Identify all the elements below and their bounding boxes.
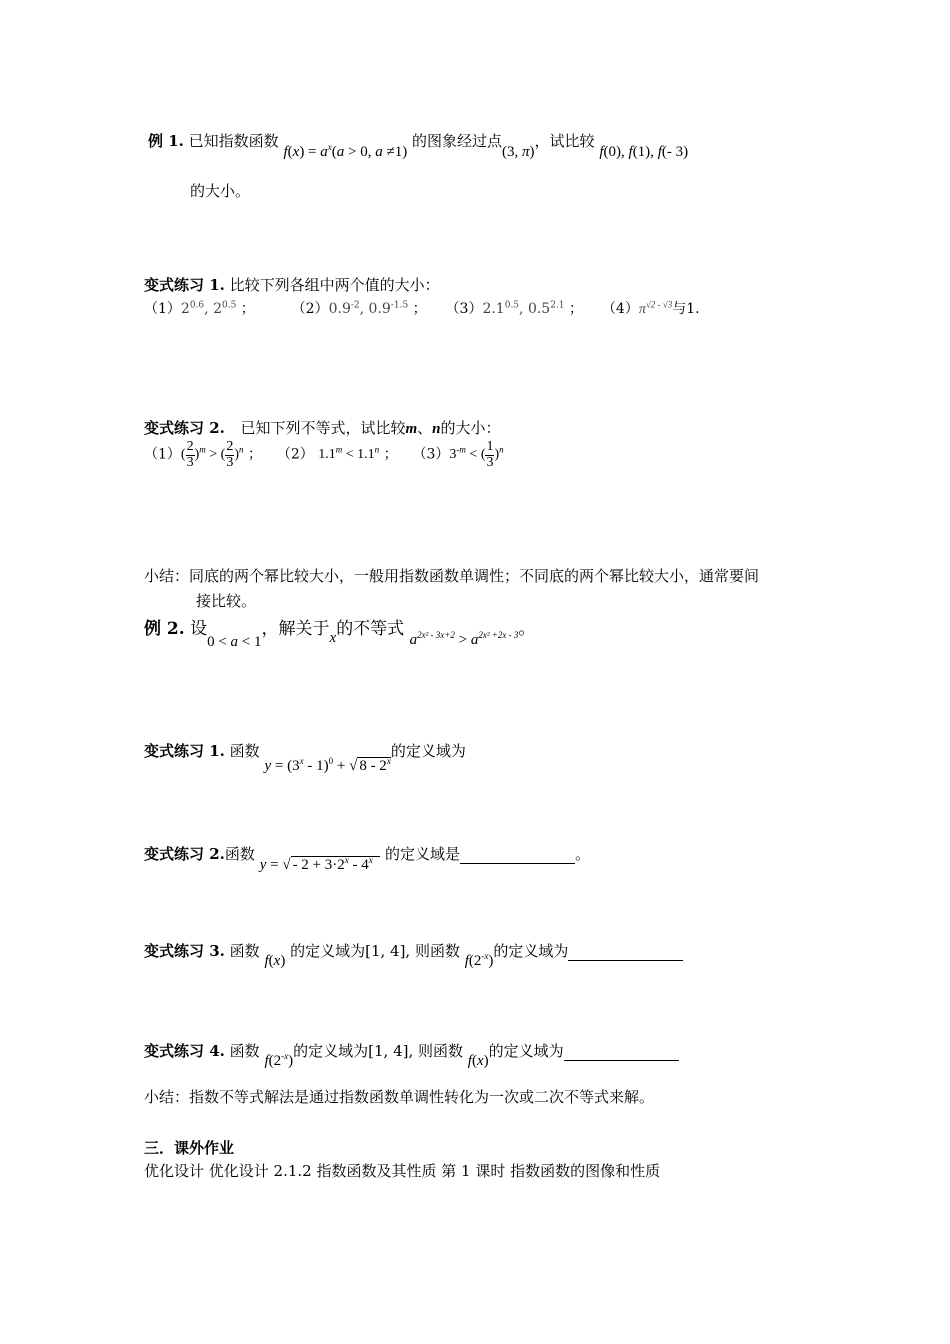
variation-1-1-label: 变式练习 1.	[144, 276, 225, 294]
variation-1-1-text: 比较下列各组中两个值的大小：	[229, 276, 440, 294]
formula-ineq-1: ( $\frac{2}{3}$ )$^m$ > ( $\frac{2}{3}$ )$^n$	[180, 439, 244, 470]
formula-pair-3: $2.1^{0.5}$, $0.5^{2.1}$	[482, 300, 565, 317]
formula-f-x-4: f(x)	[467, 1053, 489, 1069]
summary-1-line-2: 接比较。	[196, 592, 257, 610]
variation-1-1	[144, 274, 440, 295]
formula-domain-2: y = √ - $2 + 3\cdot 2^x - 4^x$	[260, 857, 381, 873]
formula-domain-1: $y = (3^x - 1)^0$ + √ 8 - 2$^x$	[264, 756, 391, 774]
formula-pair-1: $2^{0.6}$, $2^{0.5}$	[180, 300, 237, 317]
homework-text: 优化设计 优化设计 2.1.2 指数函数及其性质 第 1 课时 指数函数的图像和性质	[144, 1162, 661, 1180]
variation-2-1: 变式练习 1. 函数 $y = (3^x - 1)^0$ + √ 8 - 2$^x$的定义域为	[144, 742, 466, 774]
example-1-text-a: 已知指数函数	[188, 132, 279, 150]
formula-point: (3,	[502, 144, 523, 160]
answer-blank-3[interactable]	[568, 946, 683, 961]
formula-exp-ineq: $a^{2x^2 - 3x+2} > a^{2x^2 +2x - 3}$	[409, 630, 519, 648]
variation-2-2: 变式练习 2.函数 y = √ - $2 + 3\cdot 2^x - 4^x$ 的定义域是 。	[144, 845, 591, 873]
variation-1-2-items: （1）( $\frac{2}{3}$ )$^m$ > ( $\frac{2}{3}$ )$^n$ ； （2） $1.1^m < 1.1^n$ ； $(3)3^{-m}$ < ( $\frac{1}{3}$ )$^n$	[144, 439, 504, 470]
summary-1-line-1: 小结：同底的两个幂比较大小，一般用指数函数单调性；不同底的两个幂比较大小，通常要间	[144, 567, 760, 585]
example-2: 例 2. 设0 < a < 1，解关于x的不等式 $a^{2x^2 - 3x+2} > a^{2x^2 +2x - 3}$。	[144, 619, 536, 650]
variation-1-1-items: $(1)2^{0.6}$, $2^{0.5}$ ； $(2)0.9^{-2}$, $0.9^{-1.5}$ ； $(3)2.1^{0.5}$, $0.5^{2.1}$ ； $(4)\pi^{√2 - √3}$与1.	[144, 299, 700, 317]
formula-ineq-3: $3^{-m}$ < ( $\frac{1}{3}$ )$^n$	[449, 439, 504, 470]
answer-blank-2[interactable]	[460, 849, 575, 864]
answer-blank-4[interactable]	[564, 1046, 679, 1061]
example-2-label: 例 2.	[144, 619, 185, 639]
variation-2-4: 变式练习 4. 函数 $f(2^{-x})$的定义域为[1, 4], 则函数 f(x)的定义域为	[144, 1040, 679, 1061]
variation-1-2: 变式练习 2. 已知下列不等式，试比较m、n的大小：	[144, 419, 501, 437]
formula-f-def: f	[283, 144, 288, 160]
example-1: 例 1. 已知指数函数 $f(x) = a^x(a > 0$, a ≠1) 的图象经过点(3, π)，试比较 f(0), f(1), f(- 3)	[148, 132, 689, 160]
example-1-label: 例 1.	[148, 132, 184, 150]
example-1-text-b: 的图象经过点	[412, 132, 503, 150]
formula-f-2-neg-x-4: $f(2^{-x})$	[264, 1051, 294, 1069]
formula-f-x-3: f(x)	[264, 953, 286, 969]
example-1-tail: 的大小。	[190, 182, 251, 200]
formula-pair-2: $0.9^{-2}$, $0.9^{-1.5}$	[328, 300, 409, 317]
formula-ineq-2: $1.1^m < 1.1^n$	[318, 444, 380, 463]
summary-2: 小结：指数不等式解法是通过指数函数单调性转化为一次或二次不等式来解。	[144, 1088, 655, 1106]
homework-heading: 三．课外作业	[144, 1139, 235, 1157]
variation-1-2-label: 变式练习 2.	[144, 419, 225, 437]
variation-2-3: 变式练习 3. 函数 f(x) 的定义域为[1, 4], 则函数 $f(2^{-x})$的定义域为	[144, 940, 683, 961]
formula-pair-4: $\pi^{√2 - √3}$	[638, 299, 673, 317]
formula-compare: f	[599, 144, 604, 160]
formula-f-2-neg-x-3: $f(2^{-x})$	[464, 951, 494, 969]
formula-a-range: 0 < a < 1	[207, 634, 262, 650]
example-1-text-c: ，试比较	[534, 132, 595, 150]
